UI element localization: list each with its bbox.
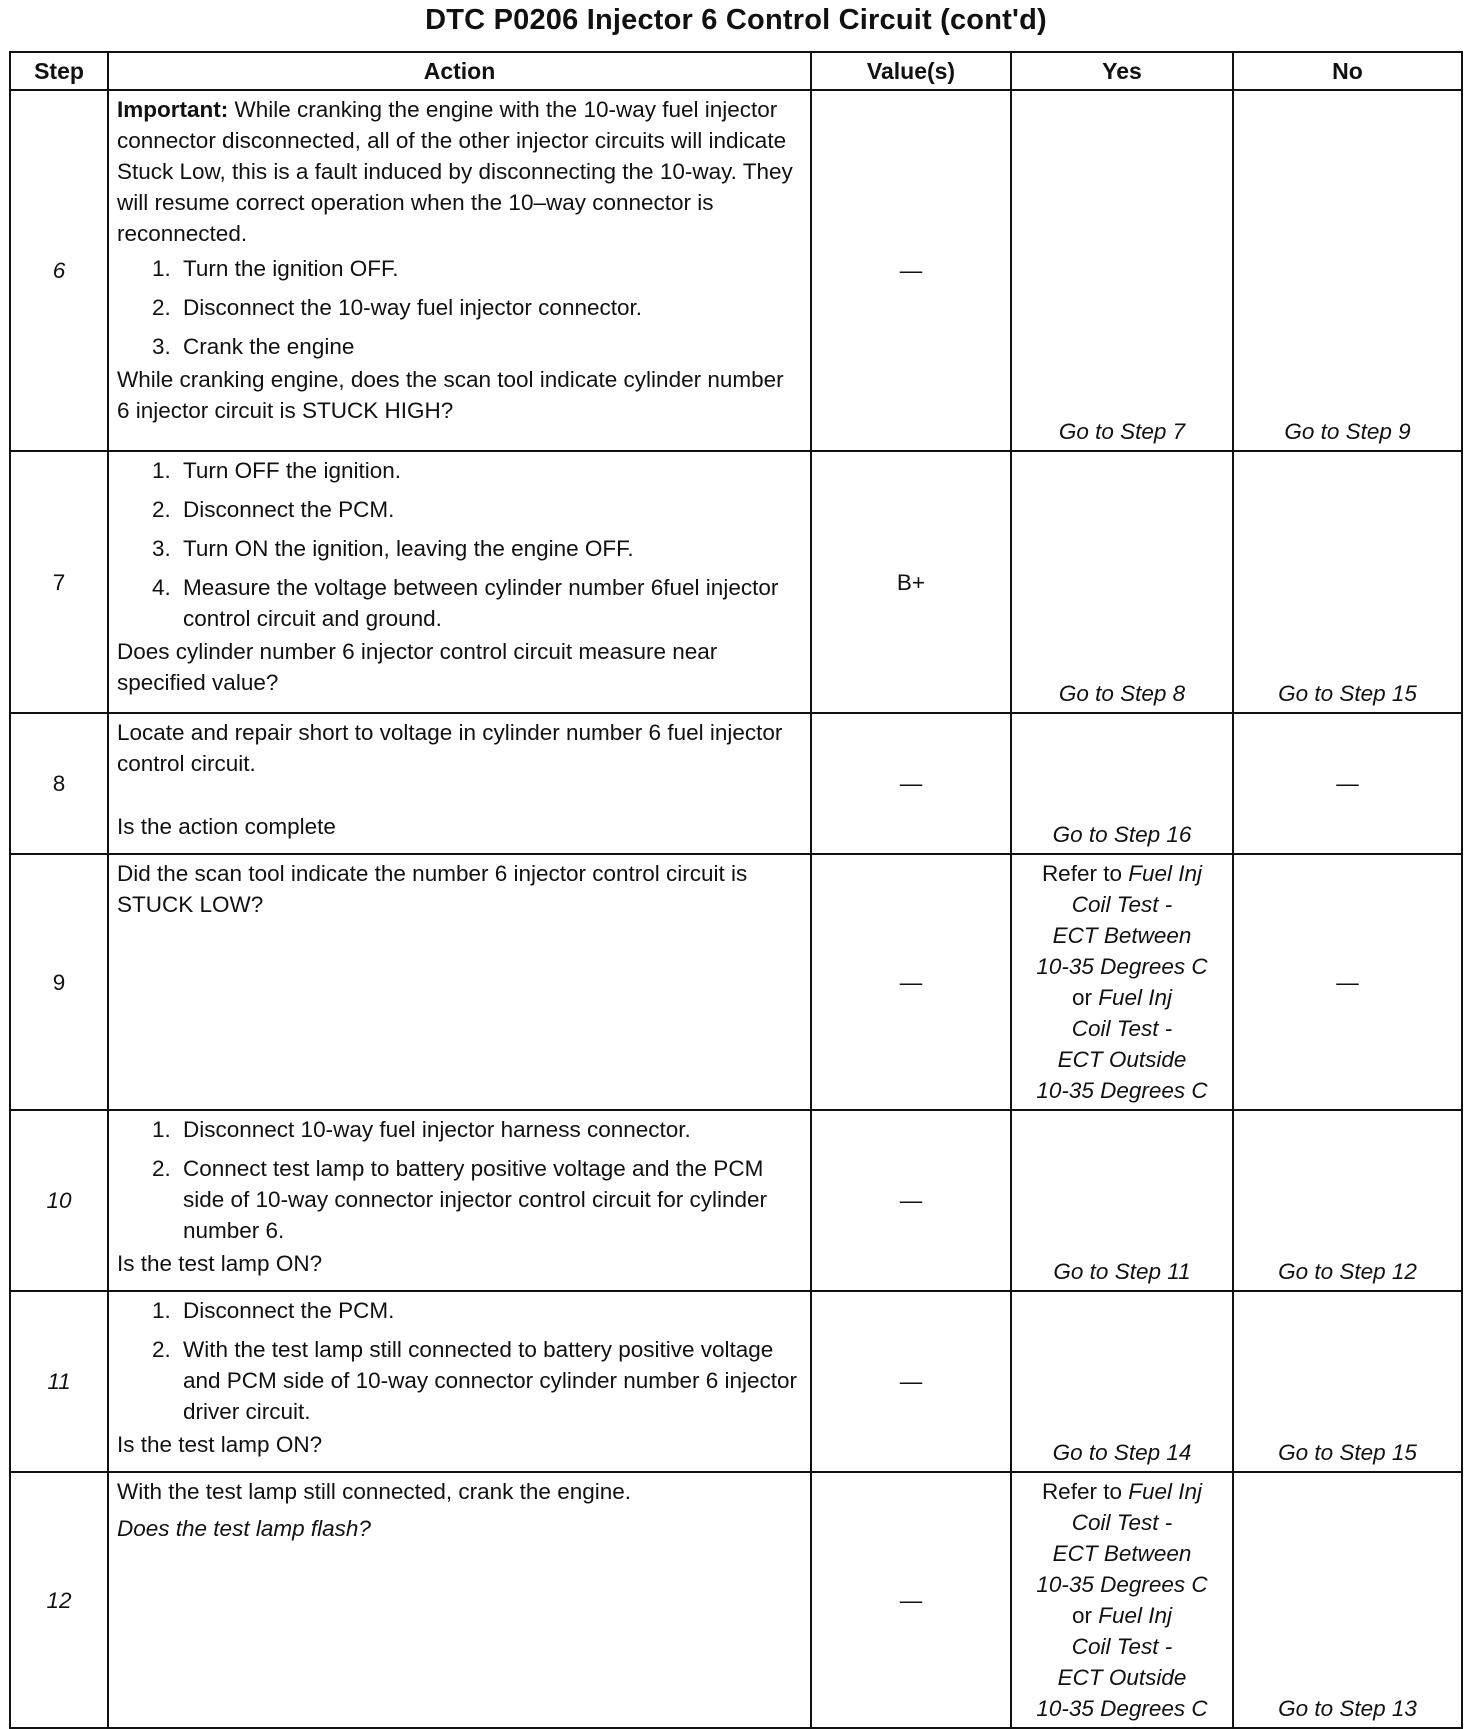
action-cell — [108, 1472, 811, 1728]
page-title: DTC P0206 Injector 6 Control Circuit (cont'd) — [425, 4, 1047, 36]
list-item: 3. Turn ON the ignition, leaving the engine OFF. — [177, 533, 802, 564]
value-cell: — — [811, 713, 1011, 854]
reference-link[interactable]: Fuel Inj — [1128, 1479, 1203, 1504]
list-item: 2. With the test lamp still connected to battery positive voltage and PCM side of 10-way connector cylinder number 6 injector driver circuit. — [177, 1334, 802, 1427]
yes-link[interactable]: Go to Step 14 — [1052, 1440, 1192, 1465]
reference-link[interactable]: ECT Outside — [1057, 1665, 1187, 1690]
no-cell — [1233, 451, 1462, 713]
no-cell: — — [1233, 713, 1462, 854]
value-cell: B+ — [811, 451, 1011, 713]
yes-cell — [1011, 1110, 1233, 1291]
action-text: Locate and repair short to voltage in cylinder number 6 fuel injector control circuit. — [117, 720, 783, 776]
action-question: Is the action complete — [117, 814, 336, 839]
yes-cell — [1011, 713, 1233, 854]
action-steps — [117, 1295, 802, 1427]
value-cell: — — [811, 1110, 1011, 1291]
action-cell — [108, 90, 811, 451]
no-link[interactable]: Go to Step 13 — [1278, 1696, 1417, 1721]
header-yes: Yes — [1011, 52, 1233, 90]
value-cell: — — [811, 854, 1011, 1110]
list-item: 4. Measure the voltage between cylinder number 6fuel injector control circuit and ground. — [177, 572, 802, 634]
list-item: 1. Turn the ignition OFF. — [177, 253, 802, 284]
list-item: 2. Connect test lamp to battery positive voltage and the PCM side of 10-way connector injector control circuit for cylinder number 6. — [177, 1153, 802, 1246]
reference-link[interactable]: Fuel Inj — [1098, 1603, 1173, 1628]
no-cell — [1233, 1110, 1462, 1291]
list-item: 1. Disconnect the PCM. — [177, 1295, 802, 1326]
action-question: While cranking engine, does the scan tool indicate cylinder number 6 injector circuit is STUCK HIGH? — [117, 367, 784, 423]
yes-link[interactable]: Go to Step 16 — [1052, 822, 1192, 847]
reference-link[interactable]: ECT Between — [1052, 1541, 1192, 1566]
header-values: Value(s) — [811, 52, 1011, 90]
step-number: 10 — [10, 1110, 108, 1291]
reference-link[interactable]: ECT Outside — [1057, 1047, 1187, 1072]
important-label: Important: — [117, 97, 229, 122]
reference-link[interactable]: 10-35 Degrees C — [1036, 1696, 1208, 1721]
action-steps — [117, 253, 802, 362]
list-item: 1. Disconnect 10-way fuel injector harness connector. — [177, 1114, 802, 1145]
action-cell — [108, 854, 811, 1110]
action-question: Does the test lamp flash? — [117, 1516, 371, 1541]
action-text: With the test lamp still connected, crank the engine. — [117, 1479, 632, 1504]
no-cell — [1233, 90, 1462, 451]
important-note — [117, 94, 802, 249]
action-cell — [108, 451, 811, 713]
yes-cell — [1011, 451, 1233, 713]
no-link[interactable]: Go to Step 9 — [1284, 419, 1411, 444]
step-number: 11 — [10, 1291, 108, 1472]
list-item: 2. Disconnect the PCM. — [177, 494, 802, 525]
table-row — [10, 90, 1462, 451]
action-question: Did the scan tool indicate the number 6 injector control circuit is STUCK LOW? — [117, 861, 748, 917]
header-no: No — [1233, 52, 1462, 90]
no-link[interactable]: Go to Step 15 — [1278, 681, 1417, 706]
list-item: 2. Disconnect the 10-way fuel injector connector. — [177, 292, 802, 323]
yes-cell — [1011, 1472, 1233, 1728]
reference-link[interactable]: Coil Test - — [1071, 1016, 1173, 1041]
no-cell: — — [1233, 854, 1462, 1110]
yes-link[interactable]: Go to Step 11 — [1053, 1259, 1191, 1284]
important-text: While cranking the engine with the 10-way fuel injector connector disconnected, all of the other injector circuits will indicate Stuck Low, this is a fault induced by disconnecting the 10-way. They will resume correct operation when the 10–way connector is reconnected. — [117, 97, 793, 246]
action-cell — [108, 1110, 811, 1291]
no-cell — [1233, 1472, 1462, 1728]
step-number: 6 — [10, 90, 108, 451]
list-item: 1. Turn OFF the ignition. — [177, 455, 802, 486]
table-row — [10, 713, 1462, 854]
header-step: Step — [10, 52, 108, 90]
table-row — [10, 451, 1462, 713]
reference-link[interactable]: 10-35 Degrees C — [1036, 1572, 1208, 1597]
step-number: 12 — [10, 1472, 108, 1728]
reference-link[interactable]: 10-35 Degrees C — [1036, 954, 1208, 979]
reference-link[interactable]: 10-35 Degrees C — [1036, 1078, 1208, 1103]
no-cell — [1233, 1291, 1462, 1472]
action-question: Does cylinder number 6 injector control circuit measure near specified value? — [117, 639, 718, 695]
action-cell — [108, 713, 811, 854]
action-question: Is the test lamp ON? — [117, 1432, 323, 1457]
table-row — [10, 1472, 1462, 1728]
value-cell: — — [811, 90, 1011, 451]
action-cell — [108, 1291, 811, 1472]
reference-link[interactable]: Coil Test - — [1071, 1510, 1173, 1535]
reference-link[interactable]: Fuel Inj — [1128, 861, 1203, 886]
header-action: Action — [108, 52, 811, 90]
value-cell: — — [811, 1291, 1011, 1472]
reference-link[interactable]: Fuel Inj — [1098, 985, 1173, 1010]
yes-cell — [1011, 1291, 1233, 1472]
reference-text: or Fuel Inj — [1071, 1603, 1173, 1628]
action-steps — [117, 455, 802, 634]
table-row — [10, 1110, 1462, 1291]
action-steps — [117, 1114, 802, 1246]
action-question: Is the test lamp ON? — [117, 1251, 323, 1276]
table-row — [10, 1291, 1462, 1472]
reference-link[interactable]: ECT Between — [1052, 923, 1192, 948]
diagnostic-table — [9, 51, 1463, 1729]
table-header-row — [10, 52, 1462, 90]
yes-cell — [1011, 854, 1233, 1110]
reference-link[interactable]: Coil Test - — [1071, 1634, 1173, 1659]
reference-link[interactable]: Coil Test - — [1071, 892, 1173, 917]
yes-link[interactable]: Go to Step 8 — [1058, 681, 1186, 706]
yes-link[interactable]: Go to Step 7 — [1058, 419, 1186, 444]
step-number: 9 — [10, 854, 108, 1110]
table-row — [10, 854, 1462, 1110]
list-item: 3. Crank the engine — [177, 331, 802, 362]
step-number: 8 — [10, 713, 108, 854]
value-cell: — — [811, 1472, 1011, 1728]
reference-text: or Fuel Inj — [1071, 985, 1173, 1010]
yes-cell — [1011, 90, 1233, 451]
reference-text: Refer to Fuel Inj — [1041, 1479, 1203, 1504]
no-link[interactable]: Go to Step 15 — [1278, 1440, 1417, 1465]
step-number: 7 — [10, 451, 108, 713]
no-link[interactable]: Go to Step 12 — [1278, 1259, 1417, 1284]
reference-text: Refer to Fuel Inj — [1041, 861, 1203, 886]
